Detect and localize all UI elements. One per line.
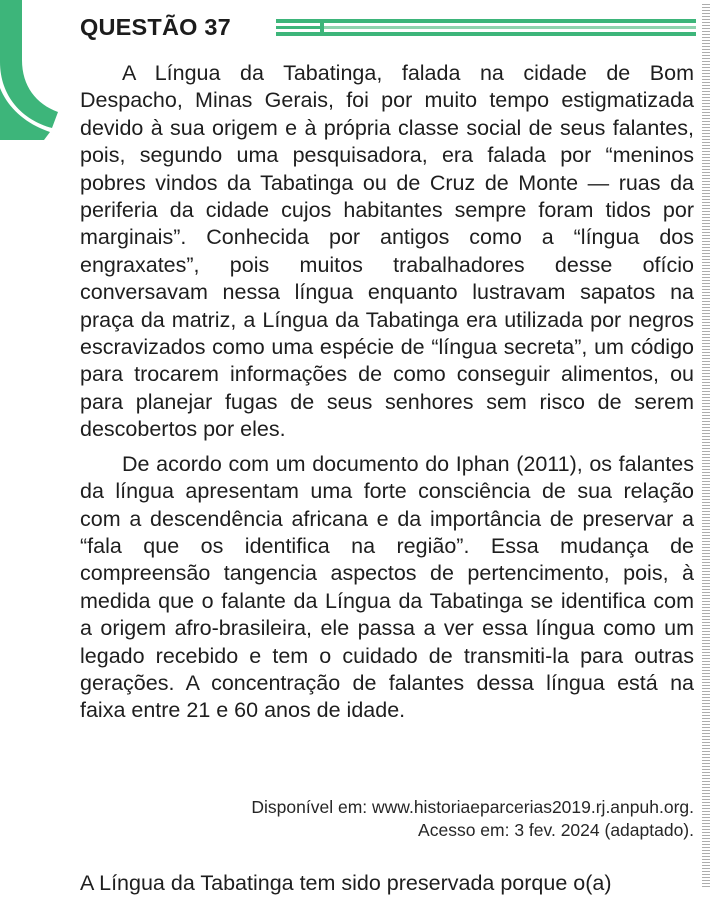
source-line-1: Disponível em: www.historiaeparcerias2019.rj.anpuh.org.: [251, 797, 694, 817]
question-number: QUESTÃO 37: [80, 14, 231, 40]
source-line-2: Acesso em: 3 fev. 2024 (adaptado).: [418, 820, 694, 840]
source-citation: [134, 796, 694, 842]
question-stem: A Língua da Tabatinga tem sido preservada porque o(a): [80, 871, 612, 895]
header-rule-decoration: [276, 18, 696, 42]
side-microtext-strip: [702, 4, 710, 889]
passage: [80, 60, 694, 732]
green-curve-icon: [0, 0, 60, 140]
corner-decoration: [0, 0, 60, 140]
passage-paragraph-1: A Língua da Tabatinga, falada na cidade de Bom Despacho, Minas Gerais, foi por muito tempo estigmatizada devido à sua origem e à própria classe social de seus falantes, pois, segundo uma pesquisadora, era falada por “meninos pobres vindos da Tabatinga ou de Cruz de Monte — ruas da periferia da cidade cujos habitantes sempre foram tidos por marginais”. Conhecida por antigos como a “língua dos engraxates”, pois muitos trabalhadores desse ofício conversavam nessa língua enquanto lustravam sapatos na praça da matriz, a Língua da Tabatinga era utilizada por negros escravizados como uma espécie de “língua secreta”, um código para trocarem informações de como conseguir alimentos, ou para planejar fugas de seus senhores sem risco de serem descobertos por eles.: [80, 61, 694, 442]
question-header: [80, 12, 696, 46]
passage-paragraph-2: De acordo com um documento do Iphan (2011), os falantes da língua apresentam uma forte consciência de sua relação com a descendência africana e da importância de preservar a “fala que os identifica na região”. Essa mudança de compreensão tangencia aspectos de pertencimento, pois, à medida que o falante da Língua da Tabatinga se identifica com a origem afro-brasileira, ele passa a ver essa língua como um legado recebido e tem o cuidado de transmiti-la para outras gerações. A concentração de falantes dessa língua está na faixa entre 21 e 60 anos de idade.: [80, 451, 694, 723]
